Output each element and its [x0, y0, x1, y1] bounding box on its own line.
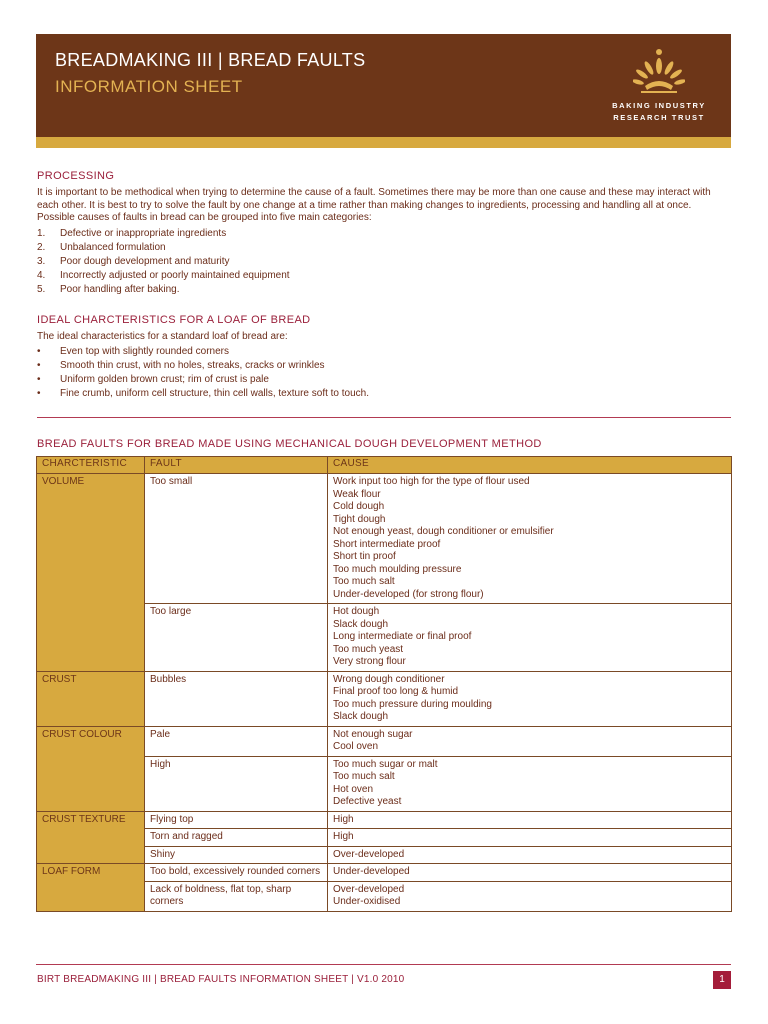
cell-cause	[328, 671, 732, 726]
cell-characteristic: LOAF FORM	[37, 864, 145, 912]
cause-line: Hot oven	[333, 783, 374, 795]
table-row	[37, 474, 732, 604]
footer-text: BIRT BREADMAKING III | BREAD FAULTS INFORMATION SHEET | V1.0 2010	[37, 974, 405, 985]
cell-cause	[328, 811, 732, 829]
table-row	[37, 811, 732, 829]
processing-list	[37, 227, 727, 297]
cause-line: Short intermediate proof	[333, 538, 441, 550]
column-header-cause: CAUSE	[328, 457, 732, 474]
cause-line: Tight dough	[333, 513, 386, 525]
table-header-row	[37, 457, 732, 474]
cell-fault: Pale	[145, 726, 328, 756]
cause-line: Too much salt	[333, 576, 395, 587]
cell-cause	[328, 829, 732, 847]
header-banner	[36, 34, 731, 137]
document-subtitle: INFORMATION SHEET	[55, 77, 243, 96]
cause-line: Not enough sugar	[333, 728, 413, 740]
table-row	[37, 671, 732, 726]
cause-line: Hot dough	[333, 606, 380, 617]
cause-line: Slack dough	[333, 711, 389, 722]
cell-fault: Too bold, excessively rounded corners	[145, 864, 328, 882]
ideal-list	[37, 345, 727, 401]
cell-fault: Bubbles	[145, 671, 328, 726]
cell-characteristic: CRUST	[37, 671, 145, 726]
list-item: • Smooth thin crust, with no holes, streaks, cracks or wrinkles	[37, 360, 325, 371]
cell-fault: Shiny	[145, 846, 328, 864]
list-item: 3. Poor dough development and maturity	[37, 256, 230, 267]
cause-line: Cold dough	[333, 501, 385, 512]
ideal-heading: IDEAL CHARCTERISTICS FOR A LOAF OF BREAD	[37, 314, 311, 326]
cell-cause	[328, 756, 732, 811]
cause-line: Too much pressure during moulding	[333, 698, 492, 710]
cell-fault: Lack of boldness, flat top, sharp corners	[145, 881, 328, 911]
cause-line: Under-developed (for strong flour)	[333, 588, 484, 600]
cell-fault: Too small	[145, 474, 328, 604]
cause-line: Very strong flour	[333, 656, 406, 667]
birt-logo	[603, 46, 715, 126]
section-divider	[37, 417, 731, 418]
cause-line: Too much yeast	[333, 643, 404, 655]
cause-line: Over-developed	[333, 883, 405, 895]
cell-cause	[328, 726, 732, 756]
cell-fault: Torn and ragged	[145, 829, 328, 847]
processing-intro: It is important to be methodical when trying to determine the cause of a fault. Sometimes there may be more than one cause and these may interact with each other. It is best to try to solve the fault by one change at a time rather than making changes to ingredients, processing and handling all at once. Possible causes of faults in bread can be grouped into five main categories:	[37, 187, 711, 223]
cause-line: Over-developed	[333, 848, 405, 860]
logo-org-name: BAKING INDUSTRY RESEARCH TRUST	[612, 101, 706, 122]
processing-heading: PROCESSING	[37, 170, 115, 182]
list-item: • Uniform golden brown crust; rim of crust is pale	[37, 374, 269, 385]
list-item: • Even top with slightly rounded corners	[37, 346, 229, 357]
cell-characteristic: CRUST TEXTURE	[37, 811, 145, 864]
cell-cause	[328, 604, 732, 672]
list-item: 4. Incorrectly adjusted or poorly maintained equipment	[37, 270, 290, 281]
page-number: 1	[713, 971, 731, 989]
column-header-fault: FAULT	[145, 457, 328, 474]
faults-table	[36, 456, 732, 912]
list-item: 1. Defective or inappropriate ingredients	[37, 228, 227, 239]
cause-line: Too much salt	[333, 771, 395, 782]
cause-line: Too much sugar or malt	[333, 758, 438, 770]
cause-line: Not enough yeast, dough conditioner or emulsifier	[333, 526, 554, 537]
cause-line: Wrong dough conditioner	[333, 673, 445, 685]
cause-line: Under-developed	[333, 866, 410, 877]
cell-cause	[328, 881, 732, 911]
column-header-characteristic: CHARCTERISTIC	[37, 457, 145, 474]
footer-rule	[36, 964, 731, 965]
cause-line: Slack dough	[333, 618, 389, 630]
cell-cause	[328, 846, 732, 864]
table-row	[37, 864, 732, 882]
document-title: BREADMAKING III | BREAD FAULTS	[55, 50, 366, 70]
cell-characteristic: VOLUME	[37, 474, 145, 672]
list-item: • Fine crumb, uniform cell structure, thin cell walls, texture soft to touch.	[37, 388, 370, 399]
cause-line: High	[333, 813, 354, 825]
ideal-intro: The ideal characteristics for a standard loaf of bread are:	[37, 331, 288, 342]
cause-line: Weak flour	[333, 488, 381, 500]
cause-line: Under-oxidised	[333, 896, 401, 907]
cause-line: Defective yeast	[333, 796, 402, 807]
cause-line: Cool oven	[333, 741, 379, 752]
list-item: 5. Poor handling after baking.	[37, 284, 180, 295]
cell-fault: Flying top	[145, 811, 328, 829]
cell-cause	[328, 474, 732, 604]
cause-line: Too much moulding pressure	[333, 563, 462, 575]
list-item: 2. Unbalanced formulation	[37, 242, 166, 253]
cause-line: Final proof too long & humid	[333, 686, 459, 697]
cause-line: Work input too high for the type of flour used	[333, 476, 530, 487]
cell-fault: High	[145, 756, 328, 811]
cause-line: Short tin proof	[333, 551, 396, 562]
cell-cause	[328, 864, 732, 882]
table-row	[37, 726, 732, 756]
header-gold-strip	[36, 137, 731, 148]
wheat-sun-icon	[633, 46, 685, 96]
cause-line: Long intermediate or final proof	[333, 631, 472, 642]
cause-line: High	[333, 831, 354, 842]
faults-table-heading: BREAD FAULTS FOR BREAD MADE USING MECHANICAL DOUGH DEVELOPMENT METHOD	[37, 438, 542, 450]
cell-characteristic: CRUST COLOUR	[37, 726, 145, 811]
cell-fault: Too large	[145, 604, 328, 672]
